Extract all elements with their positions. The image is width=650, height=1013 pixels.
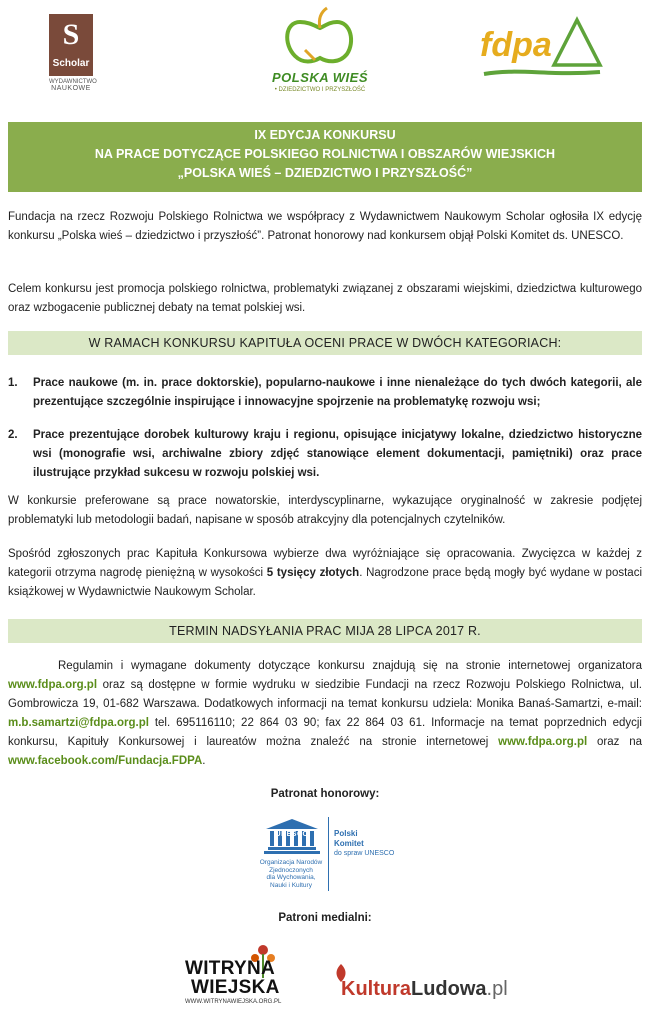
title-banner — [8, 122, 642, 192]
facebook-link[interactable]: www.facebook.com/Fundacja.FDPA — [8, 755, 203, 767]
header-logos — [0, 0, 650, 110]
fdpa-website-link-2[interactable]: www.fdpa.org.pl — [498, 736, 588, 748]
banner-line-3: „POLSKA WIEŚ – DZIEDZICTWO I PRZYSZŁOŚĆ” — [177, 166, 473, 180]
unesco-left-line-1: Organizacja Narodów — [259, 859, 323, 866]
info-text-1: Regulamin i wymagane dokumenty dotyczące konkursu znajdują się na stronie internetowej organizatora — [58, 660, 642, 672]
body-paragraph-4 — [8, 545, 642, 602]
scholar-name: Scholar — [52, 58, 90, 69]
kultura-ludowa-logo — [333, 960, 508, 1002]
info-text-5: . — [202, 755, 206, 767]
info-text-2: oraz są dostępne w formie wydruku w siedzibie Fundacji na rzecz Rozwoju Polskiego Rolnictwa, ul. Gombrowicza 19, 01-682 Warszawa. Dodatkowych informacji na temat konkursu udziela: Monika Banaś-Samartzi, e-mail: — [8, 679, 642, 710]
polska-wies-sub: • DZIEDZICTWO I PRZYSZŁOŚĆ — [274, 87, 366, 93]
info-paragraph — [8, 657, 642, 771]
fdpa-tree-icon — [480, 10, 605, 90]
intro-paragraph-2: Celem konkursu jest promocja polskiego rolnictwa, problematyki związanej z obszarami wiejskimi, dziedzictwa kulturowego oraz wzbogacenie publicznej debaty na temat polskiej wsi. — [8, 283, 642, 314]
prize-text-a: Spośród zgłoszonych prac Kapituła Konkursowa wybierze dwa wyróżniające się opracowania. Zwycięzca w każdej z kategorii otrzyma nagrodę pieniężną w wysokości — [8, 548, 642, 579]
unesco-left-line-2: Zjednoczonych — [269, 866, 313, 874]
scholar-sub1: WYDAWNICTWO — [49, 79, 97, 85]
witryna-wiejska-logo — [185, 940, 300, 1006]
unesco-right-2: Komitet — [334, 839, 364, 848]
body-paragraph-3: W konkursie preferowane są prace nowatorskie, interdyscyplinarne, wykazujące oryginalność w zakresie podjętej problematyki lub metodologii badań, napisane w sposób atrakcyjny dla potencjalnych czytelników. — [8, 495, 642, 526]
item-1-text: Prace naukowe (m. in. prace doktorskie), popularno-naukowe i inne nienależące do tych dwóch kategorii, ale prezentujące szczególnie inspirujące i innowacyjne spojrzenie na problematykę rozwoju wsi; — [33, 377, 642, 408]
apple-icon — [255, 4, 385, 70]
deadline-strip: TERMIN NADSYŁANIA PRAC MIJA 28 LIPCA 2017 R. — [8, 619, 642, 643]
contact-email-link[interactable]: m.b.samartzi@fdpa.org.pl — [8, 717, 149, 729]
scholar-sub2: NAUKOWE — [51, 85, 91, 92]
info-text-4: oraz na — [587, 736, 642, 748]
kultura-part: Kultura — [341, 978, 411, 1000]
prize-amount: 5 tysięcy złotych — [266, 567, 360, 579]
item-1-number: 1. — [8, 377, 18, 389]
unesco-left-text — [258, 859, 324, 889]
banner-line-1: IX EDYCJA KONKURSU — [254, 128, 396, 142]
ludowa-part: Ludowa — [411, 978, 487, 1000]
pl-part: .pl — [486, 978, 508, 1000]
witryna-url: WWW.WITRYNAWIEJSKA.ORG.PL — [185, 999, 282, 1005]
item-2-number: 2. — [8, 429, 18, 441]
unesco-right-1: Polski — [334, 829, 358, 838]
scholar-logo — [49, 14, 97, 102]
fdpa-logo — [480, 10, 605, 90]
unesco-right-3: do spraw UNESCO — [334, 850, 395, 857]
unesco-wordmark: UNESCO — [275, 831, 309, 838]
polska-wies-title: POLSKA WIEŚ — [271, 70, 369, 85]
unesco-divider — [328, 817, 329, 891]
item-2-text: Prace prezentujące dorobek kulturowy kraju i regionu, opisujące inicjatywy lokalne, dziedzictwo historyczne wsi (monografie wsi, archiwalne zbiory zdjęć stanowiące element dokumentacji, pamiętniki) oraz prace ilustrujące przykład sukcesu w rozwoju polskiej wsi. — [33, 429, 642, 479]
fdpa-website-link[interactable]: www.fdpa.org.pl — [8, 679, 98, 691]
unesco-left-line-3: dla Wychowania, — [266, 874, 316, 881]
prize-text-c: . Nagrodzone prace będą mogły być wydane w postaci książkowej w Wydawnictwie Naukowym Scholar. — [8, 567, 642, 598]
info-text-3: tel. 695116110; 22 864 03 90; fax 22 864 03 61. Informacje na temat poprzednich edycji konkursu, Kapituły Konkursowej i laureatów można znaleźć na stronie internetowej — [8, 717, 642, 748]
media-label: Patroni medialni: — [278, 912, 372, 924]
witryna-line-1: WITRYNA — [185, 958, 276, 979]
scholar-mark: S — [62, 18, 80, 51]
kultura-ludowa-wordmark — [341, 978, 508, 1001]
patronat-label: Patronat honorowy: — [270, 788, 380, 800]
unesco-logo — [258, 815, 398, 895]
intro-paragraph-1: Fundacja na rzecz Rozwoju Polskiego Rolnictwa we współpracy z Wydawnictwem Naukowym Scholar ogłosiła IX edycję konkursu „Polska wieś – dziedzictwo i przyszłość”. Patronat honorowy nad konkursem objął Polski Komitet ds. UNESCO. — [8, 211, 642, 242]
banner-line-2: NA PRACE DOTYCZĄCE POLSKIEGO ROLNICTWA I OBSZARÓW WIEJSKICH — [94, 147, 556, 161]
unesco-left-line-4: Nauki i Kultury — [270, 881, 312, 889]
categories-heading: W RAMACH KONKURSU KAPITUŁA OCENI PRACE W DWÓCH KATEGORIACH: — [8, 331, 642, 355]
fdpa-text: fdpa — [480, 26, 552, 64]
unesco-right-text — [334, 829, 394, 859]
witryna-line-2: WIEJSKA — [191, 977, 280, 998]
polska-wies-logo — [255, 4, 385, 104]
